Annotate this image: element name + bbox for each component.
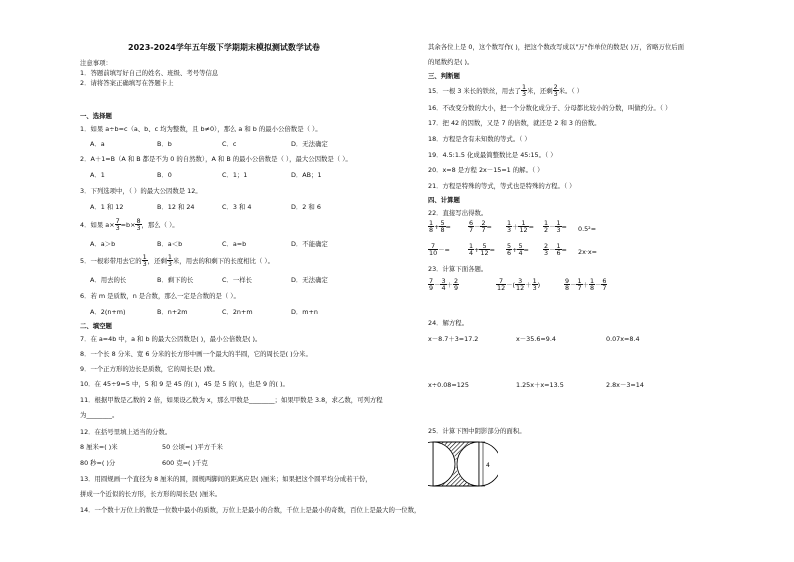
q1-opt-b: B．b xyxy=(157,140,172,148)
q2-opt-a: A．1 xyxy=(90,171,105,179)
q22-r1-item-5: 0.5²= xyxy=(578,225,597,233)
q15-frac-1: $\frac{1}{3}$ xyxy=(521,83,527,99)
q14-line-1: 14．一个数十万位上的数是一位数中最小的质数，万位上是最小的合数，千位上是最小的奇数，百位上是最大的一位数， xyxy=(80,506,421,514)
notes-header: 注意事项： xyxy=(80,59,112,67)
q13-line-2: 拼成一个近似的长方形，长方形的周长是( )厘米。 xyxy=(80,490,222,498)
q3-opt-b: B．12 和 24 xyxy=(157,203,195,211)
q22-r2-item-4: $\frac{2}{3}$ － $\frac{1}{6}$ = xyxy=(544,242,567,258)
q25: 25．计算下图中阴影部分的面积。 xyxy=(428,427,526,435)
q6-opt-b: B．n+2m xyxy=(157,308,188,316)
section-choice: 一、选择题 xyxy=(80,112,112,120)
q24-eq-4: x÷0.08=125 xyxy=(428,381,469,389)
q23-item-3: $\frac{9}{8}$ － $\frac{1}{7}$ ＋ $\frac{1}{8}$ － $\frac{6}{7}$ xyxy=(565,277,607,293)
q23-item-1: $\frac{7}{9}$ － $\frac{3}{4}$ ＋ $\frac{2}{9}$ xyxy=(429,277,459,293)
q5-opt-a: A．用去的长 xyxy=(90,276,127,284)
q3-opt-a: A．1 和 12 xyxy=(90,203,124,211)
q6-opt-a: A．2(n+m) xyxy=(90,308,126,316)
q6-opt-d: D．m+n xyxy=(291,308,318,316)
q19: 19．4.5:1.5 化成最简整数比是 45:15。（ ） xyxy=(428,151,557,159)
q24-eq-5: 1.25x＋x=13.5 xyxy=(516,381,564,389)
q18: 18．方程是含有未知数的等式。（ ） xyxy=(428,135,531,143)
q11-line-1: 11．根据甲数是乙数的 2 倍，如果设乙数为 x，那么甲数是________；如果甲数是 3.8，求乙数，可列方程 xyxy=(80,396,383,404)
section-judge: 三、判断题 xyxy=(428,72,460,80)
q1-opt-a: A．a xyxy=(90,140,105,148)
q23: 23．计算下面各题。 xyxy=(428,265,488,273)
q4-frac-2: $\frac{8}{3}$ xyxy=(136,217,141,233)
q6: 6．若 m 是质数，n 是合数，那么一定是合数的是（ ）。 xyxy=(80,292,240,300)
q22-r2-item-1: $\frac{7}{10}$ －= xyxy=(429,242,450,258)
q11-line-2: 为________。 xyxy=(80,411,119,419)
dimension-label: 4 xyxy=(486,462,490,469)
q8: 8．一个长 8 分米、宽 6 分米的长方形中画一个最大的半圆，它的周长是( )分米。 xyxy=(80,350,312,358)
q24-eq-3: 0.07x=8.4 xyxy=(606,335,640,343)
shaded-area-figure xyxy=(428,440,498,490)
q14-line-2: 其余各位上是 0，这个数写作( )，把这个数改写成以"万"作单位的数是( )万，省略万位后面 xyxy=(428,43,685,51)
q13-line-1: 13．用圆规画一个直径为 8 厘米的圆，圆规两脚间的距离应是( )厘米；如果把这个圆平均分成若干份， xyxy=(80,475,372,483)
q24-eq-2: x－35.6=9.4 xyxy=(516,335,556,343)
q22-r2-item-5: 2x·x= xyxy=(578,248,598,256)
q10: 10．在 45÷9=5 中，5 和 9 是 45 的( )，45 是 5 的( )，也是 9 的( )。 xyxy=(80,380,289,388)
q2-opt-c: C．1；1 xyxy=(222,171,248,179)
q3: 3．下列选项中，（ ）的最大公因数是 12。 xyxy=(80,187,202,195)
q5-opt-c: C．一样长 xyxy=(222,276,253,284)
left-semicircle xyxy=(428,442,433,486)
note-2: 2．请将答案正确填写在答题卡上 xyxy=(80,79,174,87)
q4-opt-c: C．a=b xyxy=(222,240,247,248)
page-title: 2023-2024学年五年级下学期期末模拟测试数学试卷 xyxy=(128,43,320,52)
q4-opt-b: B．a＜b xyxy=(157,240,183,248)
section-calc: 四、计算题 xyxy=(428,196,460,204)
q22-r1-item-2: $\frac{6}{7}$ － $\frac{2}{7}$ = xyxy=(469,219,492,235)
q21: 21．方程是特殊的等式，等式也是特殊的方程。（ ） xyxy=(428,182,576,190)
q12-item-4: 600 克=( )千克 xyxy=(162,459,208,467)
q15: 15．一根 3 米长的铁丝，用去了 $\frac{1}{3}$ 米，还剩 $\frac{2}{3}$ 米。（ ） xyxy=(428,83,584,99)
q12-item-3: 80 秒=( )分 xyxy=(80,459,116,467)
q24-eq-6: 2.8x－3=14 xyxy=(606,381,644,389)
q5-frac-2: $\frac{1}{3}$ xyxy=(167,253,172,269)
q24: 24．解方程。 xyxy=(428,319,469,327)
q12-item-2: 50 公顷=( )平方千米 xyxy=(162,443,223,451)
q9: 9．一个正方形的边长是质数，它的周长是( )数。 xyxy=(80,365,219,373)
q14-line-3: 的尾数约是( )。 xyxy=(428,58,474,66)
q24-eq-1: x－8.7＋3=17.2 xyxy=(428,335,479,343)
q7: 7．在 a=4b 中，a 和 b 的最大公因数是( )，最小公倍数是( )。 xyxy=(80,335,262,343)
q3-opt-c: C．3 和 4 xyxy=(222,203,252,211)
q12: 12．在括号里填上适当的分数。 xyxy=(80,428,172,436)
section-fill: 二、填空题 xyxy=(80,322,112,330)
q16: 16．不改变分数的大小，把一个分数化成分子、分母都比较小的分数，叫做约分。（ ） xyxy=(428,104,672,112)
q12-item-1: 8 厘米=( )米 xyxy=(80,443,118,451)
q2: 2．A＋1=B（A 和 B 都是不为 0 的自然数），A 和 B 的最小公倍数是（ ），最大公因数是（ ）。 xyxy=(80,155,352,163)
q5: 5．一根彩带用去它的 $\frac{1}{3}$ ，还剩 $\frac{1}{3}$ 米，用去的和剩下的长度相比（ ）。 xyxy=(80,253,275,269)
q3-opt-d: D．2 和 6 xyxy=(291,203,321,211)
q4: 4．如果 a× $\frac{7}{3}$ =b× $\frac{8}{3}$ ，那么（ ）。 xyxy=(80,217,179,233)
q22-r1-item-3: $\frac{1}{3}$ ＋ $\frac{1}{12}$ = xyxy=(507,219,534,235)
q4-opt-d: D．不能确定 xyxy=(291,240,328,248)
q1-opt-c: C．c xyxy=(222,140,237,148)
q15-frac-2: $\frac{2}{3}$ xyxy=(553,83,558,99)
q22-r1-item-4: $\frac{1}{2}$ － $\frac{1}{3}$ = xyxy=(544,219,567,235)
q22-r2-item-3: $\frac{5}{6}$ + $\frac{5}{4}$ = xyxy=(507,242,529,258)
q20: 20．x=8 是方程 2x－15=1 的解。（ ） xyxy=(428,166,544,174)
q1: 1．如果 a÷b=c（a、b、c 均为整数，且 b≠0），那么 a 和 b 的最小公倍数是（ ）。 xyxy=(80,125,322,133)
q1-opt-d: D．无法确定 xyxy=(291,140,328,148)
q22-r2-item-2: $\frac{1}{4}$ + $\frac{5}{12}$ = xyxy=(469,242,495,258)
q6-opt-c: C．2n+m xyxy=(222,308,253,316)
q5-opt-d: D．无法确定 xyxy=(291,276,328,284)
q22-r1-item-1: $\frac{1}{8}$ + $\frac{5}{8}$ = xyxy=(429,219,451,235)
q23-item-2: $\frac{7}{12}$ －( $\frac{3}{12}$ ＋ $\frac{1}{3}$ ) xyxy=(497,277,541,293)
q4-opt-a: A．a＞b xyxy=(90,240,116,248)
q22: 22．直接写出得数。 xyxy=(428,209,488,217)
q17: 17．把 42 的因数，又是 7 的倍数，就还是 2 和 3 的倍数。 xyxy=(428,119,601,127)
q2-opt-d: D．AB；1 xyxy=(291,171,322,179)
q5-frac-1: $\frac{1}{3}$ xyxy=(142,253,147,269)
q4-frac-1: $\frac{7}{3}$ xyxy=(115,217,120,233)
q2-opt-b: B．0 xyxy=(157,171,172,179)
q5-opt-b: B．剩下的长 xyxy=(157,276,194,284)
note-1: 1．答题前填写好自己的姓名、班级、考号等信息 xyxy=(80,69,219,77)
